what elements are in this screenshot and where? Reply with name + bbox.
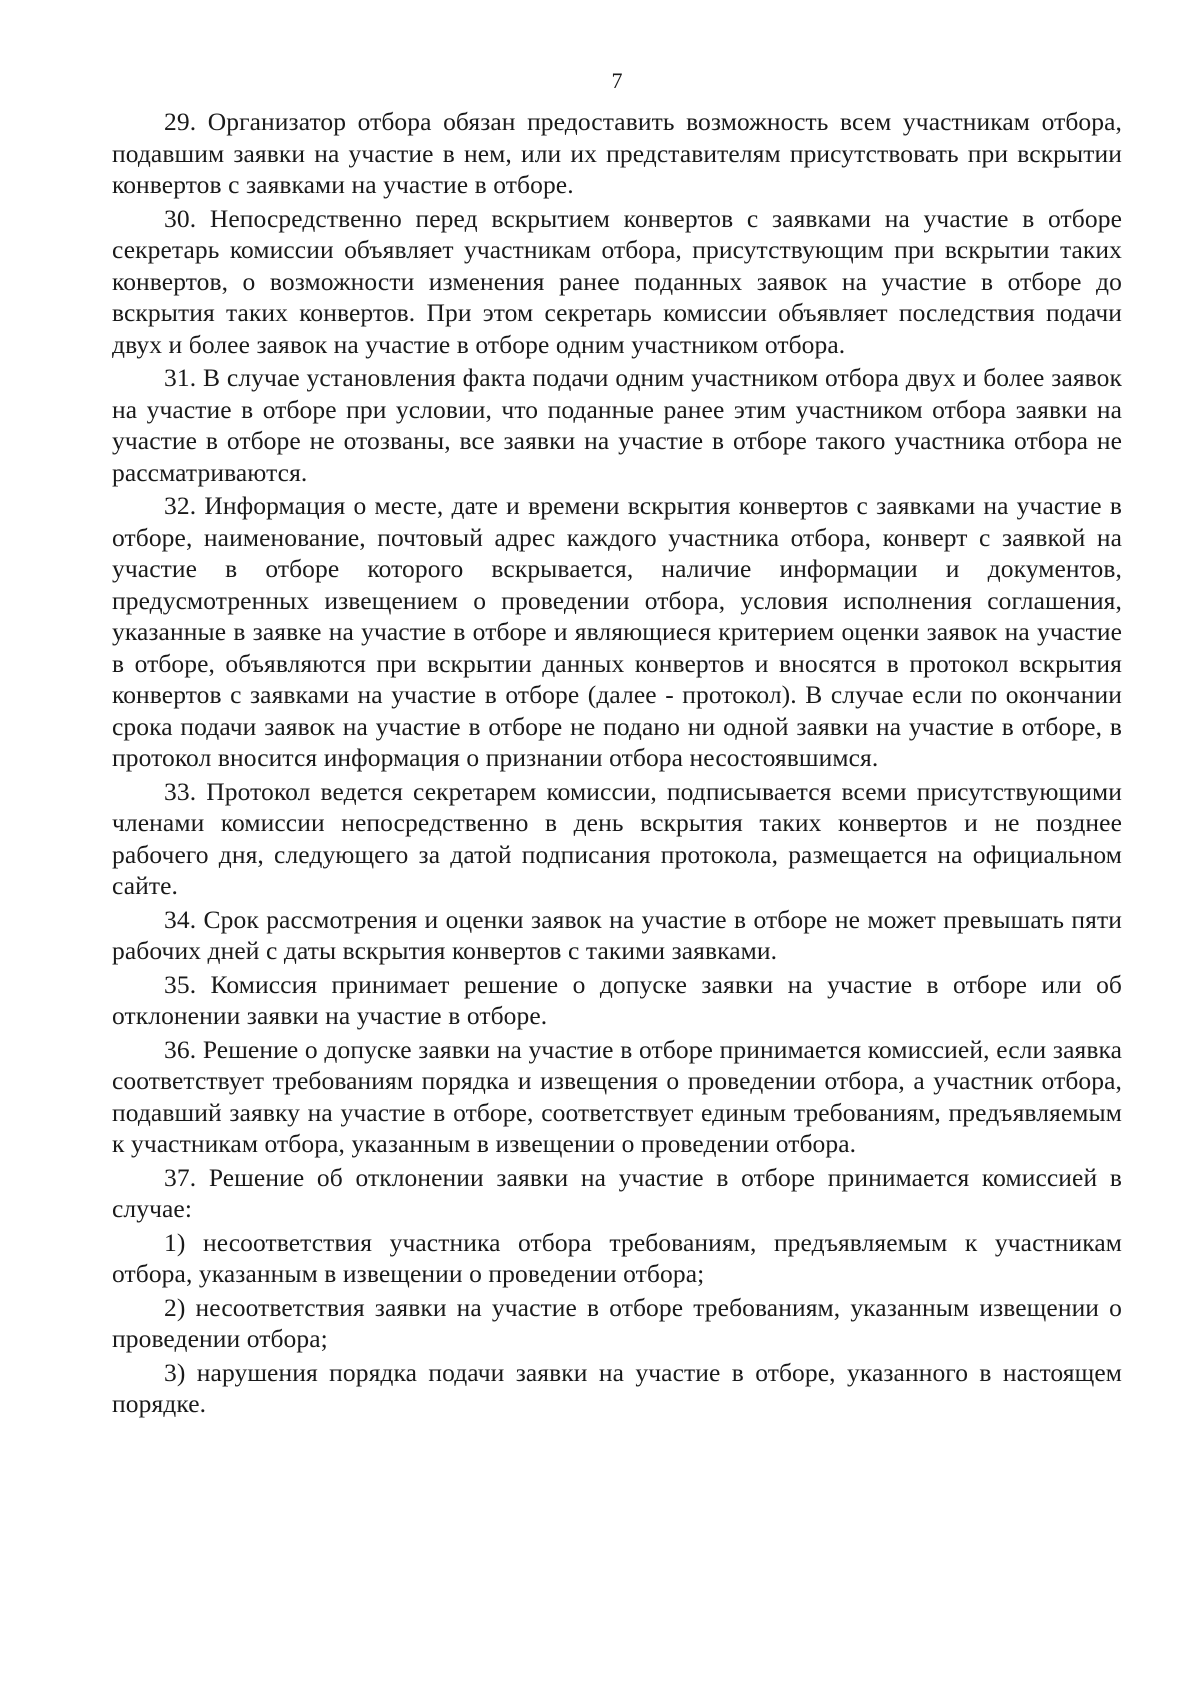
paragraph-36: 36. Решение о допуске заявки на участие в отборе принимается комиссией, если заявка соответствует требованиям порядка и извещения о проведении отбора, а участник отбора, подавший заявку на участие в отборе, соответствует единым требованиям, предъявляемым к участникам отбора, указанным в извещении о проведении отбора. <box>112 1034 1122 1158</box>
paragraph-29: 29. Организатор отбора обязан предоставить возможность всем участникам отбора, подавшим заявки на участие в нем, или их представителям присутствовать при вскрытии конвертов с заявками на участие в отборе. <box>112 107 1122 199</box>
paragraph-31: 31. В случае установления факта подачи одним участником отбора двух и более заявок на участие в отборе при условии, что поданные ранее этим участником отбора заявки на участие в отборе не отозваны, все заявки на участие в отборе такого участника отбора не рассматриваются. <box>112 363 1122 487</box>
paragraph-34: 34. Срок рассмотрения и оценки заявок на участие в отборе не может превышать пяти рабочих дней с даты вскрытия конвертов с такими заявками. <box>112 904 1122 965</box>
paragraph-32: 32. Информация о месте, дате и времени вскрытия конвертов с заявками на участие в отборе, наименование, почтовый адрес каждого участника отбора, конверт с заявкой на участие в отборе которого вскрывается, наличие информации и документов, предусмотренных извещением о проведении отбора, условия исполнения соглашения, указанные в заявке на участие в отборе и являющиеся критерием оценки заявок на участие в отборе, объявляются при вскрытии данных конвертов и вносятся в протокол вскрытия конвертов с заявками на участие в отборе (далее - протокол). В случае если по окончании срока подачи заявок на участие в отборе не подано ни одной заявки на участие в отборе, в протокол вносится информация о признании отбора несостоявшимся. <box>112 491 1122 772</box>
paragraph-30: 30. Непосредственно перед вскрытием конвертов с заявками на участие в отборе секретарь комиссии объявляет участникам отбора, присутствующим при вскрытии таких конвертов, о возможности изменения ранее поданных заявок на участие в отборе до вскрытия таких конвертов. При этом секретарь комиссии объявляет последствия подачи двух и более заявок на участие в отборе одним участником отбора. <box>112 203 1122 359</box>
paragraph-33: 33. Протокол ведется секретарем комиссии, подписывается всеми присутствующими членами комиссии непосредственно в день вскрытия таких конвертов и не позднее рабочего дня, следующего за датой подписания протокола, размещается на официальном сайте. <box>112 776 1122 900</box>
paragraph-37: 37. Решение об отклонении заявки на участие в отборе принимается комиссией в случае: <box>112 1162 1122 1223</box>
list-item-1: 1) несоответствия участника отбора требованиям, предъявляемым к участникам отбора, указанным в извещении о проведении отбора; <box>112 1227 1122 1288</box>
document-page <box>112 68 1122 1668</box>
list-item-3: 3) нарушения порядка подачи заявки на участие в отборе, указанного в настоящем порядке. <box>112 1357 1122 1418</box>
list-item-2: 2) несоответствия заявки на участие в отборе требованиям, указанным извещении о проведении отбора; <box>112 1292 1122 1353</box>
paragraph-35: 35. Комиссия принимает решение о допуске заявки на участие в отборе или об отклонении заявки на участие в отборе. <box>112 969 1122 1030</box>
page-number: 7 <box>611 68 623 93</box>
